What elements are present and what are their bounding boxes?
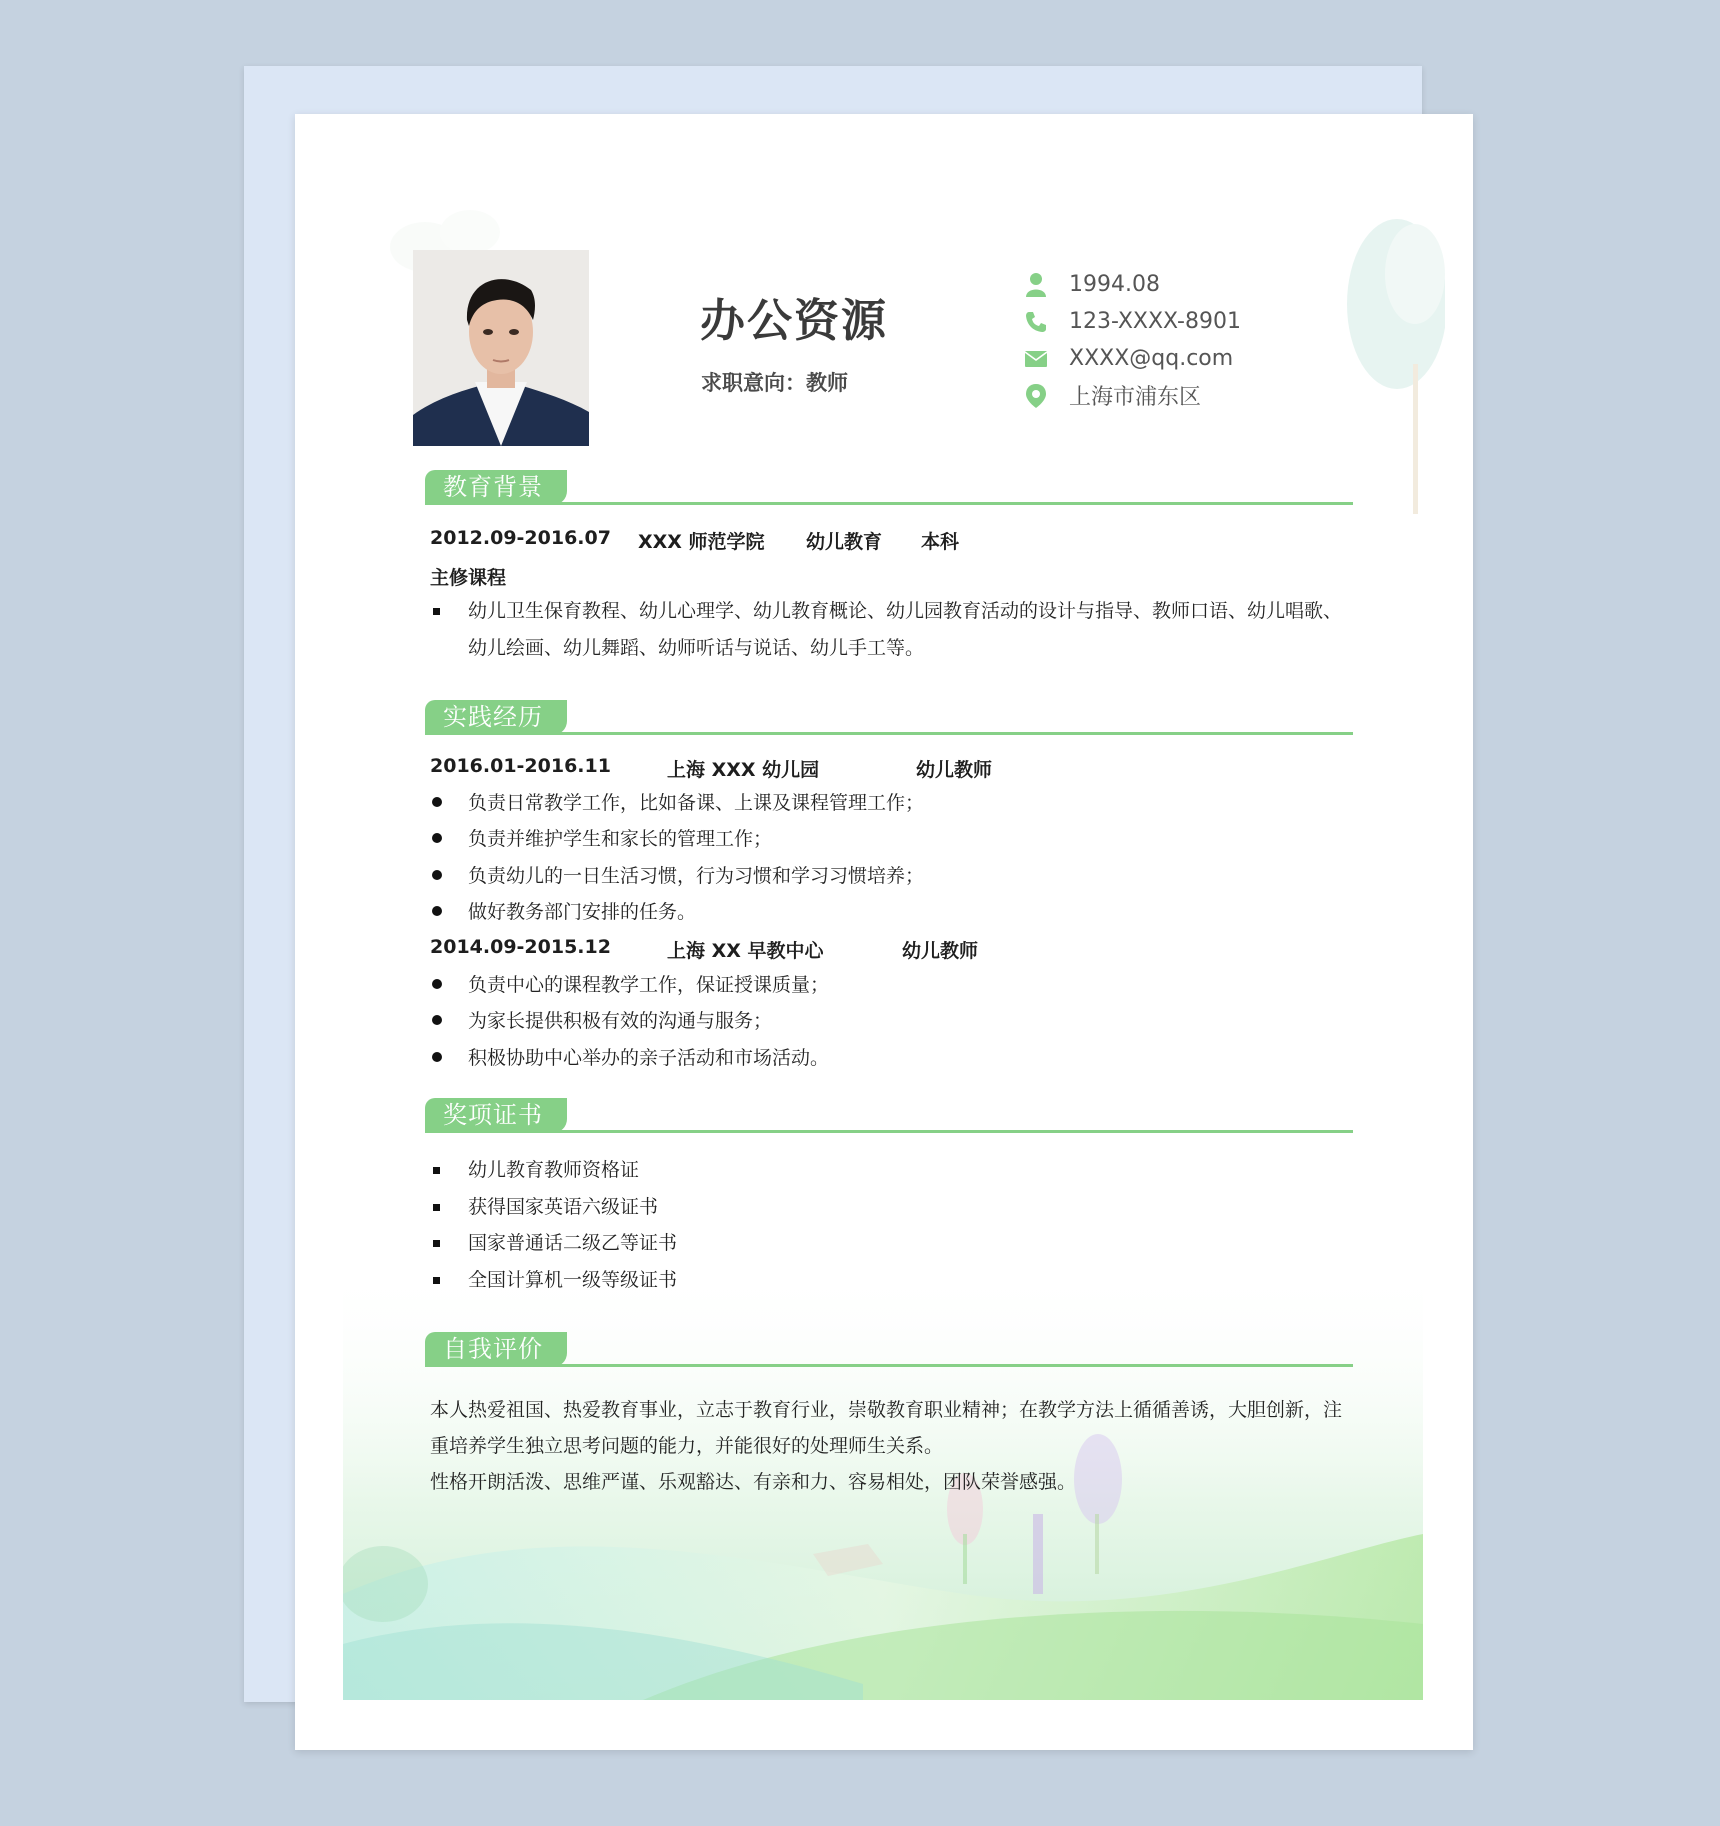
job1-item: 做好教务部门安排的任务。 xyxy=(468,901,697,923)
birth-value: 1994.08 xyxy=(1069,272,1160,297)
person-icon xyxy=(1025,272,1055,298)
edu-degree: 本科 xyxy=(921,531,960,553)
phone-icon xyxy=(1025,311,1055,333)
edu-major: 幼儿教育 xyxy=(806,531,883,553)
section-divider xyxy=(425,732,1353,735)
job1-period: 2016.01-2016.11 xyxy=(430,755,611,777)
section-awards-title: 奖项证书 xyxy=(425,1098,567,1133)
applicant-name: 办公资源 xyxy=(700,294,889,347)
job1-item: 负责幼儿的一日生活习惯，行为习惯和学习习惯培养； xyxy=(468,865,925,887)
job1-item: 负责并维护学生和家长的管理工作； xyxy=(468,828,773,850)
job1-role: 幼儿教师 xyxy=(916,759,993,781)
bullet-square xyxy=(433,608,440,615)
bullet-square xyxy=(433,1204,440,1211)
courses-text-line1: 幼儿卫生保育教程、幼儿心理学、幼儿教育概论、幼儿园教育活动的设计与指导、教师口语、幼儿唱歌、 xyxy=(468,600,1343,622)
address-value: 上海市浦东区 xyxy=(1069,385,1202,410)
award-item: 幼儿教育教师资格证 xyxy=(468,1159,640,1181)
bullet-dot xyxy=(432,1052,442,1062)
job-intent: 求职意向：教师 xyxy=(701,371,848,395)
job2-item: 为家长提供积极有效的沟通与服务； xyxy=(468,1010,773,1032)
edu-school: XXX 师范学院 xyxy=(638,531,765,553)
award-item: 全国计算机一级等级证书 xyxy=(468,1269,678,1291)
mail-icon xyxy=(1025,351,1055,367)
section-practice-title: 实践经历 xyxy=(425,700,567,735)
location-pin-icon xyxy=(1025,383,1055,409)
self-eval-line3: 性格开朗活泼、思维严谨、乐观豁达、有亲和力、容易相处，团队荣誉感强。 xyxy=(430,1471,1077,1493)
bullet-dot xyxy=(432,906,442,916)
section-divider xyxy=(425,502,1353,505)
self-eval-line1: 本人热爱祖国、热爱教育事业，立志于教育行业，崇敬教育职业精神；在教学方法上循循善诱，大胆创新，注 xyxy=(430,1399,1343,1421)
phone-row xyxy=(1025,303,1241,340)
resume-page xyxy=(295,114,1473,1750)
section-education-title: 教育背景 xyxy=(425,470,567,505)
courses-text-line2: 幼儿绘画、幼儿舞蹈、幼师听话与说话、幼儿手工等。 xyxy=(468,637,925,659)
email-row xyxy=(1025,340,1241,377)
edu-period: 2012.09-2016.07 xyxy=(430,527,611,549)
birth-row xyxy=(1025,266,1241,303)
email-value: XXXX@qq.com xyxy=(1069,346,1234,371)
section-education-header xyxy=(425,470,1353,506)
section-divider xyxy=(425,1130,1353,1133)
section-divider xyxy=(425,1364,1353,1367)
section-self-title: 自我评价 xyxy=(425,1332,567,1367)
bullet-dot xyxy=(432,979,442,989)
bullet-dot xyxy=(432,1015,442,1025)
section-self-header xyxy=(425,1332,1353,1368)
bullet-square xyxy=(433,1167,440,1174)
job1-org: 上海 XXX 幼儿园 xyxy=(667,759,820,781)
bullet-dot xyxy=(432,870,442,880)
award-item: 获得国家英语六级证书 xyxy=(468,1196,659,1218)
bullet-square xyxy=(433,1240,440,1247)
job1-item: 负责日常教学工作，比如备课、上课及课程管理工作； xyxy=(468,792,925,814)
profile-photo xyxy=(413,250,589,446)
section-awards-header xyxy=(425,1098,1353,1134)
courses-label: 主修课程 xyxy=(430,567,507,589)
self-eval-line2: 重培养学生独立思考问题的能力，并能很好的处理师生关系。 xyxy=(430,1435,944,1457)
job2-item: 积极协助中心举办的亲子活动和市场活动。 xyxy=(468,1047,830,1069)
section-practice-header xyxy=(425,700,1353,736)
bullet-dot xyxy=(432,833,442,843)
address-row xyxy=(1025,377,1241,414)
job2-role: 幼儿教师 xyxy=(902,940,979,962)
bullet-square xyxy=(433,1277,440,1284)
phone-value: 123-XXXX-8901 xyxy=(1069,309,1241,334)
job2-org: 上海 XX 早教中心 xyxy=(667,940,824,962)
job2-item: 负责中心的课程教学工作，保证授课质量； xyxy=(468,974,830,996)
bullet-dot xyxy=(432,797,442,807)
award-item: 国家普通话二级乙等证书 xyxy=(468,1232,678,1254)
job2-period: 2014.09-2015.12 xyxy=(430,936,611,958)
contact-info xyxy=(1025,266,1241,414)
